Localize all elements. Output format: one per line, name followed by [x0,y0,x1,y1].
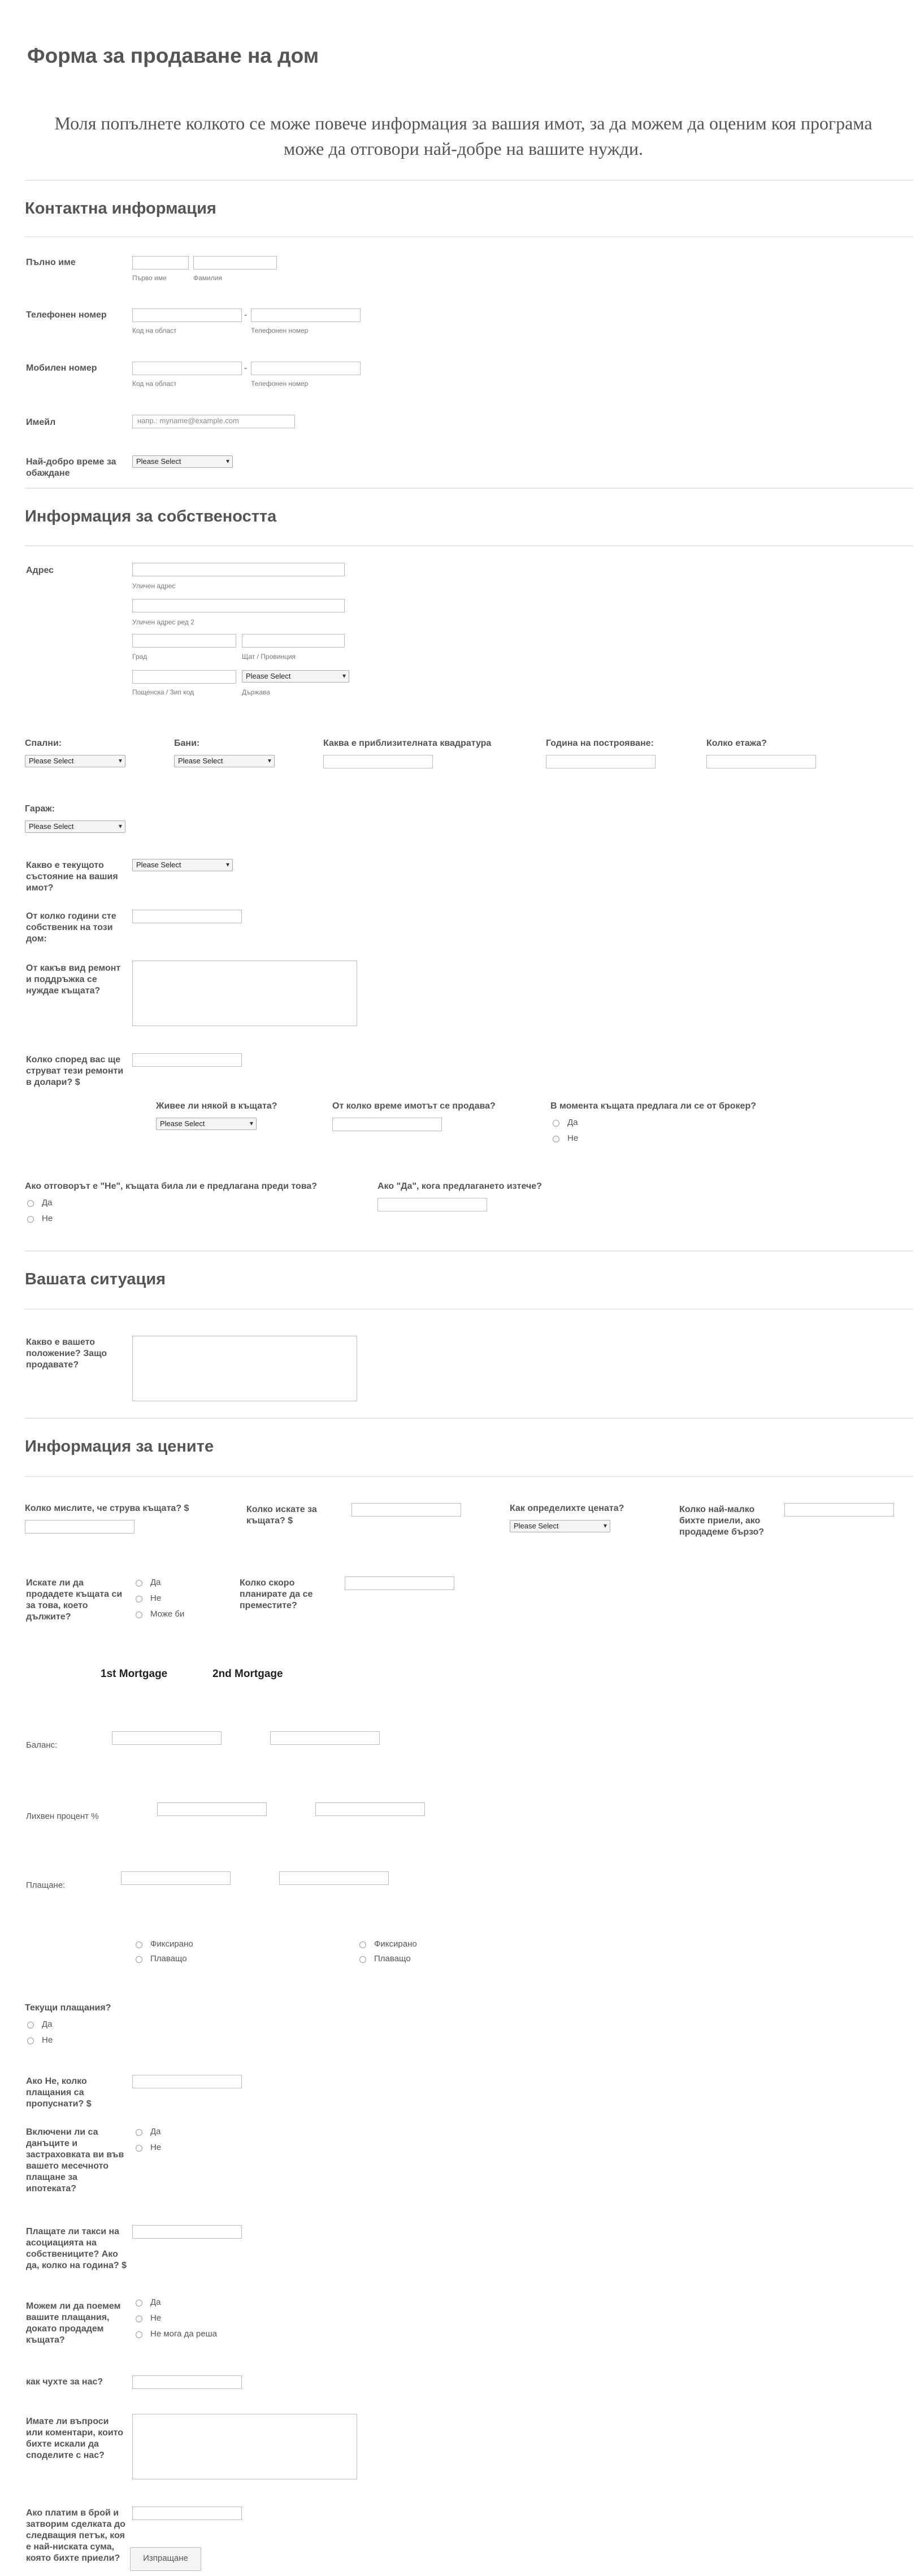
street-address-sublabel: Уличен адрес [132,582,176,590]
garage-label: Гараж: [25,804,55,814]
phone-number-input[interactable] [251,309,361,322]
divider [25,1418,913,1419]
makeup-not-sure-radio[interactable] [136,2331,142,2338]
section-title-property: Информация за собствеността [25,507,277,525]
asking-label: Колко искате за къщата? $ [246,1505,317,1526]
country-select[interactable]: Please Select ▾ [242,670,349,683]
divider [25,488,913,489]
taxes-included-yes-label: Да [150,2127,161,2136]
makeup-no-label: Не [150,2313,162,2323]
how-determined-label: Как определихте цената? [510,1504,624,1513]
sell-owed-yes-radio[interactable] [136,1580,142,1587]
address-label: Адрес [26,566,54,575]
mobile-number-sublabel: Телефонен номер [251,380,309,388]
cash-offer-input[interactable] [132,2507,242,2520]
questions-label: Имате ли въпроси или коментари, които бихте искали да споделите с нас? [26,2417,124,2460]
repair-cost-label: Колко според вас ще струват тези ремонти в долари? $ [26,1055,124,1087]
country-sublabel: Държава [242,688,270,696]
balance-2-input[interactable] [270,1731,380,1745]
payment-1-input[interactable] [121,1871,231,1885]
last-name-input[interactable] [193,256,277,270]
rate-1-fixed-label: Фиксирано [150,1939,193,1949]
mobile-label: Мобилен номер [26,363,97,373]
sqft-input[interactable] [323,755,433,768]
situation-label: Какво е вашето положение? Защо продавате? [26,1337,107,1370]
rate-1-fixed-radio[interactable] [136,1941,142,1948]
broker-no-label: Не [567,1133,579,1143]
how-determined-select[interactable]: Please Select ▾ [510,1520,610,1532]
section-title-contact: Контактна информация [25,199,216,218]
repair-cost-input[interactable] [132,1053,242,1067]
move-when-input[interactable] [345,1576,454,1590]
mobile-area-code-input[interactable] [132,362,242,375]
previously-listed-yes-label: Да [42,1198,53,1207]
previously-listed-yes-radio[interactable] [27,1200,34,1207]
listing-expire-label: Ако "Да", кога предлагането изтече? [377,1181,542,1191]
current-payments-label: Текущи плащания? [25,2003,111,2013]
makeup-not-sure-label: Не мога да реша [150,2329,217,2339]
intro-text: Моля попълнете колкото се може повече информация за вашия имот, за да можем да оценим коя програма може да отговори най-добре на вашите нужди. [54,113,873,159]
taxes-included-no-label: Не [150,2143,162,2152]
cash-offer-label: Ако платим в брой и затворим сделката до следващия петък, коя е най-ниската сума, която бихте приели? [26,2508,125,2563]
divider [25,1250,913,1252]
sell-owed-yes-label: Да [150,1578,161,1587]
payment-label: Плащане: [26,1880,66,1890]
street-address-input[interactable] [132,563,345,576]
broker-yes-label: Да [567,1118,578,1127]
divider [25,545,913,546]
phone-area-code-sublabel: Код на област [132,327,177,335]
mortgage-2-heading: 2nd Mortgage [212,1668,283,1680]
state-input[interactable] [242,634,345,648]
asking-input[interactable] [351,1503,461,1517]
taxes-included-label: Включени ли са данъците и застраховката ви във вашето месечното плащане за ипотеката? [26,2127,124,2193]
balance-label: Баланс: [26,1740,58,1750]
best-time-select[interactable]: Please Select ▾ [132,455,233,468]
missed-payments-label: Ако Не, колко плащания са пропуснати? $ [26,2077,92,2109]
previously-listed-no-label: Не [42,1214,53,1223]
occupied-label: Живее ли някой в къщата? [156,1101,277,1111]
sell-owed-label: Искате ли да продадете къщата си за това, което дължите? [26,1578,123,1622]
interest-1-input[interactable] [157,1802,267,1816]
email-label: Имейл [26,418,56,427]
worth-label: Колко мислите, че струва къщата? $ [25,1504,189,1513]
year-built-input[interactable] [546,755,656,768]
years-owned-label: От колко години сте собственик на този дом: [26,911,116,944]
first-name-sublabel: Първо име [132,274,167,282]
rate-1-floating-label: Плаващо [150,1954,187,1964]
divider [25,1476,913,1477]
repairs-textarea[interactable] [132,961,357,1026]
move-when-label: Колко скоро планирате да се преместите? [240,1578,313,1610]
condition-select[interactable]: Please Select ▾ [132,859,233,871]
minimum-label: Колко най-малко бихте приели, ако продадеме бързо? [679,1505,765,1537]
makeup-yes-label: Да [150,2297,161,2307]
occupied-select[interactable]: Please Select ▾ [156,1118,257,1130]
floors-input[interactable] [706,755,816,768]
sell-owed-no-label: Не [150,1593,162,1603]
current-payments-yes-label: Да [42,2019,53,2029]
listed-time-input[interactable] [332,1118,442,1131]
minimum-input[interactable] [784,1503,894,1517]
broker-label: В момента къщата предлага ли се от брокер? [550,1101,756,1111]
current-payments-no-label: Не [42,2035,53,2045]
mobile-number-input[interactable] [251,362,361,375]
sell-owed-no-radio[interactable] [136,1596,142,1602]
situation-textarea[interactable] [132,1336,357,1401]
year-built-label: Година на построяване: [546,739,654,748]
street-address2-sublabel: Уличен адрес ред 2 [132,618,194,626]
zip-sublabel: Пощенска / Зип код [132,688,194,696]
balance-1-input[interactable] [112,1731,222,1745]
worth-input[interactable] [25,1520,134,1534]
bedrooms-select[interactable]: Please Select ▾ [25,755,125,767]
heard-about-input[interactable] [132,2375,242,2389]
current-payments-no-radio[interactable] [27,2038,34,2044]
broker-yes-radio[interactable] [553,1120,559,1127]
missed-payments-input[interactable] [132,2075,242,2088]
hoa-fees-input[interactable] [132,2225,242,2239]
makeup-no-radio[interactable] [136,2316,142,2322]
years-owned-input[interactable] [132,910,242,923]
payment-2-input[interactable] [279,1871,389,1885]
baths-select[interactable]: Please Select ▾ [174,755,275,767]
first-name-input[interactable] [132,256,189,270]
heard-about-label: как чухте за нас? [26,2377,103,2387]
interest-label: Лихвен процент % [26,1812,99,1821]
section-title-pricing: Информация за цените [25,1437,214,1456]
condition-label: Какво е текущото състояние на вашия имот? [26,861,118,893]
repairs-label: От какъв вид ремонт и поддръжка се нуждае къщата? [26,963,121,996]
phone-label: Телефонен номер [26,310,107,320]
rate-2-fixed-radio[interactable] [359,1941,366,1948]
previously-listed-label: Ако отговорът е "Не", къщата била ли е предлагана преди това? [25,1181,318,1191]
divider [25,1309,913,1310]
bedrooms-label: Спални: [25,739,62,748]
divider [25,236,913,237]
broker-no-radio[interactable] [553,1136,559,1143]
listing-expire-input[interactable] [377,1198,487,1211]
questions-textarea[interactable] [132,2414,357,2479]
email-input[interactable]: напр.: myname@example.com [132,415,295,428]
submit-button[interactable]: Изпращане [130,2547,201,2571]
city-sublabel: Град [132,653,147,661]
full-name-label: Пълно име [26,258,76,267]
rate-2-floating-label: Плаващо [374,1954,411,1964]
city-input[interactable] [132,634,236,648]
taxes-included-yes-radio[interactable] [136,2129,142,2136]
rate-2-floating-radio[interactable] [359,1956,366,1963]
mortgage-1-heading: 1st Mortgage [101,1668,168,1680]
previously-listed-no-radio[interactable] [27,1216,34,1223]
rate-1-floating-radio[interactable] [136,1956,142,1963]
sell-owed-maybe-radio[interactable] [136,1611,142,1618]
phone-number-sublabel: Телефонен номер [251,327,309,335]
mobile-dash: - [244,363,248,373]
garage-select[interactable]: Please Select ▾ [25,820,125,833]
last-name-sublabel: Фамилия [193,274,222,282]
phone-area-code-input[interactable] [132,309,242,322]
baths-label: Бани: [174,739,200,748]
makeup-yes-radio[interactable] [136,2300,142,2306]
rate-2-fixed-label: Фиксирано [374,1939,417,1949]
current-payments-yes-radio[interactable] [27,2022,34,2028]
mobile-area-code-sublabel: Код на област [132,380,177,388]
best-time-label: Най-добро време за обаждане [26,457,116,478]
sell-owed-maybe-label: Може би [150,1609,185,1619]
page-title: Форма за продаване на дом [27,44,319,67]
phone-dash: - [244,310,248,320]
section-title-situation: Вашата ситуация [25,1270,166,1288]
divider [25,180,913,181]
listed-time-label: От колко време имотът се продава? [332,1101,496,1111]
zip-input[interactable] [132,670,236,684]
street-address2-input[interactable] [132,599,345,612]
state-sublabel: Щат / Провинция [242,653,296,661]
sqft-label: Каква е приблизителната квадратура [323,739,492,748]
interest-2-input[interactable] [315,1802,425,1816]
hoa-fees-label: Плащате ли такси на асоциацията на собствениците? Ако да, колко на година? $ [26,2227,127,2270]
taxes-included-no-radio[interactable] [136,2145,142,2152]
makeup-payments-label: Можем ли да поемем вашите плащания, докато продадем къщата? [26,2301,121,2345]
floors-label: Колко етажа? [706,739,767,748]
